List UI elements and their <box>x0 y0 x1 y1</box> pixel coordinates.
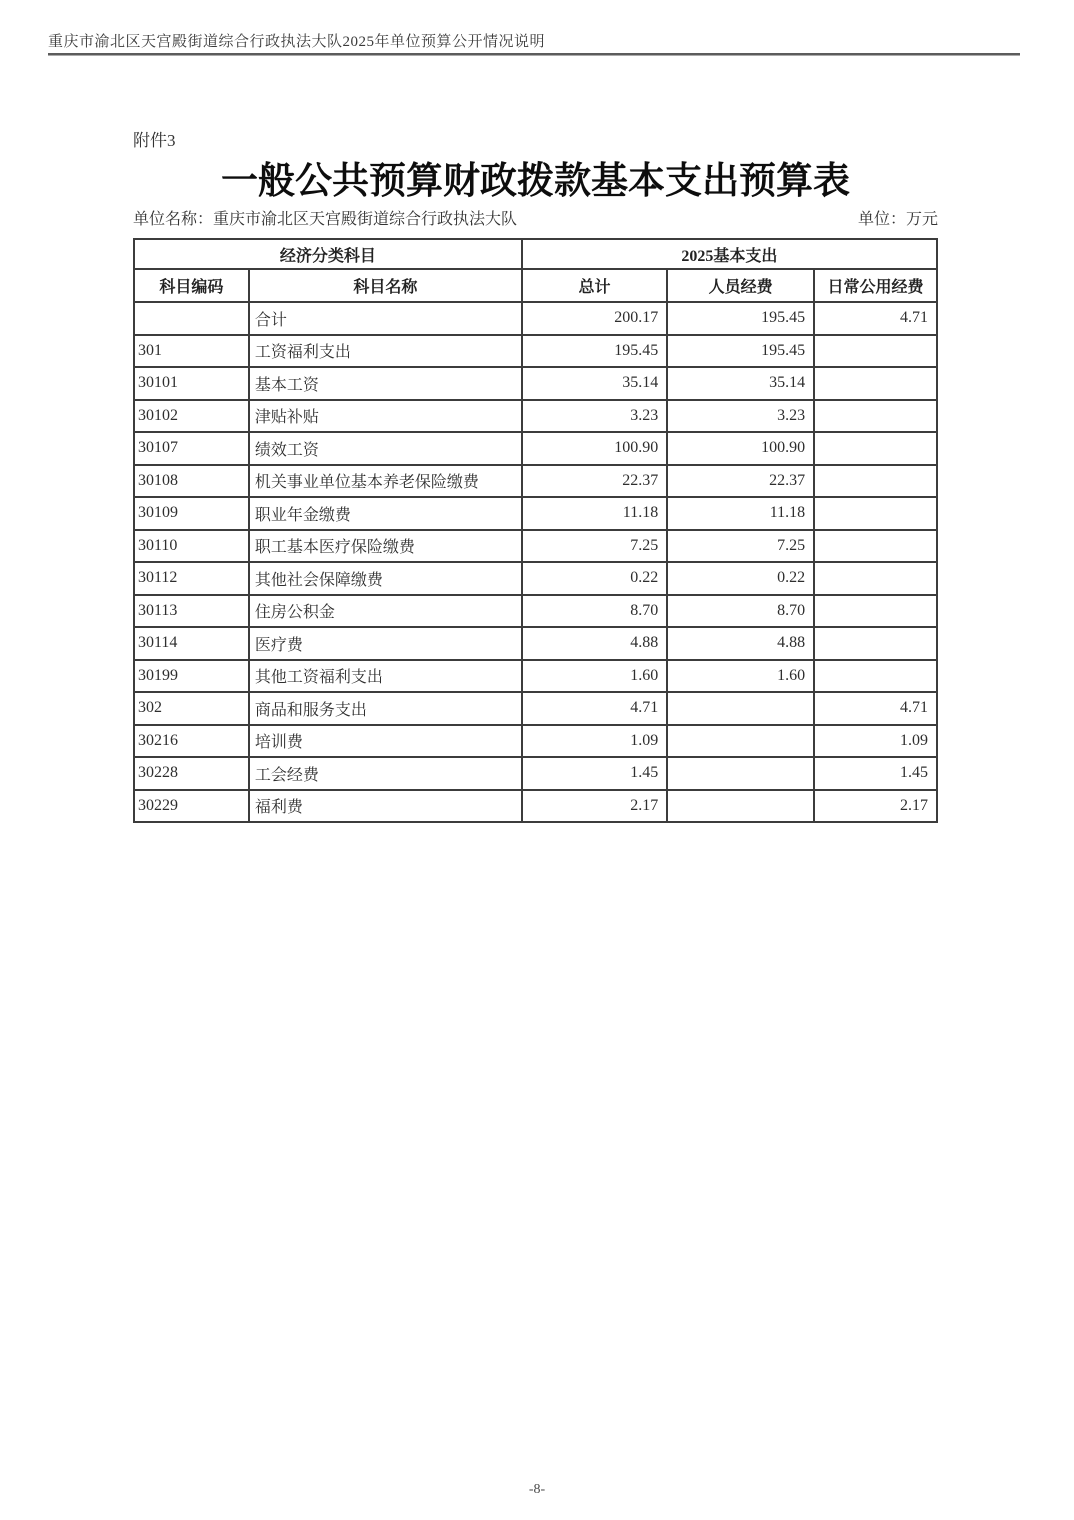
total-cell: 11.18 <box>522 497 667 530</box>
personnel-funds-cell <box>667 725 814 758</box>
subject-code-cell: 30102 <box>134 400 249 433</box>
table-row <box>134 692 937 725</box>
table-header-column-row <box>134 269 937 302</box>
daily-public-funds-cell: 4.71 <box>814 692 937 725</box>
table-row <box>134 335 937 368</box>
subject-name-cell: 工资福利支出 <box>249 335 522 368</box>
total-cell: 100.90 <box>522 432 667 465</box>
subject-name-cell: 绩效工资 <box>249 432 522 465</box>
total-cell: 8.70 <box>522 595 667 628</box>
table-header-group-row <box>134 239 937 269</box>
subject-name-cell: 其他社会保障缴费 <box>249 562 522 595</box>
subject-code-cell: 30110 <box>134 530 249 563</box>
daily-public-funds-cell: 1.45 <box>814 757 937 790</box>
table-row <box>134 432 937 465</box>
total-cell: 4.71 <box>522 692 667 725</box>
total-cell: 200.17 <box>522 302 667 335</box>
total-cell: 3.23 <box>522 400 667 433</box>
subject-code-cell: 30101 <box>134 367 249 400</box>
personnel-funds-cell: 4.88 <box>667 627 814 660</box>
table-row <box>134 497 937 530</box>
subject-code-header: 科目编码 <box>134 269 249 302</box>
subject-name-cell: 机关事业单位基本养老保险缴费 <box>249 465 522 498</box>
personnel-funds-cell: 1.60 <box>667 660 814 693</box>
economic-classification-header: 经济分类科目 <box>134 239 522 269</box>
subject-name-cell: 合计 <box>249 302 522 335</box>
subject-name-cell: 职工基本医疗保险缴费 <box>249 530 522 563</box>
daily-public-funds-cell <box>814 432 937 465</box>
subject-name-cell: 培训费 <box>249 725 522 758</box>
personnel-funds-cell <box>667 757 814 790</box>
total-cell: 0.22 <box>522 562 667 595</box>
subject-code-cell: 301 <box>134 335 249 368</box>
daily-public-funds-cell <box>814 367 937 400</box>
subject-name-cell: 福利费 <box>249 790 522 823</box>
subject-code-cell: 30229 <box>134 790 249 823</box>
personnel-funds-cell <box>667 692 814 725</box>
personnel-funds-cell: 100.90 <box>667 432 814 465</box>
personnel-funds-cell: 8.70 <box>667 595 814 628</box>
subject-name-cell: 住房公积金 <box>249 595 522 628</box>
total-cell: 22.37 <box>522 465 667 498</box>
table-row <box>134 725 937 758</box>
subject-code-cell: 30107 <box>134 432 249 465</box>
table-row <box>134 530 937 563</box>
total-cell: 2.17 <box>522 790 667 823</box>
table-row <box>134 562 937 595</box>
personnel-funds-cell: 7.25 <box>667 530 814 563</box>
personnel-funds-cell: 0.22 <box>667 562 814 595</box>
daily-public-funds-cell <box>814 335 937 368</box>
total-cell: 1.60 <box>522 660 667 693</box>
daily-public-funds-cell <box>814 562 937 595</box>
basic-expenditure-2025-header: 2025基本支出 <box>522 239 937 269</box>
table-row <box>134 400 937 433</box>
subject-name-cell: 基本工资 <box>249 367 522 400</box>
daily-public-funds-cell: 2.17 <box>814 790 937 823</box>
subject-code-cell: 302 <box>134 692 249 725</box>
total-cell: 1.09 <box>522 725 667 758</box>
table-row <box>134 790 937 823</box>
unit-name-label: 单位名称：重庆市渝北区天宫殿街道综合行政执法大队 <box>133 211 518 228</box>
daily-public-funds-cell: 1.09 <box>814 725 937 758</box>
subject-name-cell: 津贴补贴 <box>249 400 522 433</box>
table-row <box>134 627 937 660</box>
total-header: 总计 <box>522 269 667 302</box>
personnel-funds-cell: 11.18 <box>667 497 814 530</box>
unit-of-measure-label: 单位：万元 <box>857 211 938 228</box>
table-row <box>134 660 937 693</box>
total-cell: 1.45 <box>522 757 667 790</box>
personnel-funds-cell: 3.23 <box>667 400 814 433</box>
daily-public-funds-cell <box>814 530 937 563</box>
total-cell: 4.88 <box>522 627 667 660</box>
total-cell: 195.45 <box>522 335 667 368</box>
personnel-funds-cell: 22.37 <box>667 465 814 498</box>
subject-code-cell: 30199 <box>134 660 249 693</box>
personnel-funds-cell: 195.45 <box>667 302 814 335</box>
page-number: -8- <box>528 1482 546 1497</box>
attachment-label: 附件3 <box>133 131 176 150</box>
subject-name-cell: 职业年金缴费 <box>249 497 522 530</box>
daily-public-funds-cell <box>814 660 937 693</box>
unit-info-row <box>133 206 938 229</box>
page-title: 一般公共预算财政拨款基本支出预算表 <box>221 161 850 202</box>
table-row <box>134 595 937 628</box>
daily-public-funds-cell: 4.71 <box>814 302 937 335</box>
personnel-funds-cell: 195.45 <box>667 335 814 368</box>
subject-code-cell: 30114 <box>134 627 249 660</box>
subject-name-cell: 其他工资福利支出 <box>249 660 522 693</box>
subject-name-header: 科目名称 <box>249 269 522 302</box>
personnel-funds-cell <box>667 790 814 823</box>
table-row <box>134 465 937 498</box>
total-cell: 35.14 <box>522 367 667 400</box>
daily-public-funds-cell <box>814 595 937 628</box>
daily-public-funds-cell <box>814 465 937 498</box>
subject-name-cell: 商品和服务支出 <box>249 692 522 725</box>
daily-public-funds-header: 日常公用经费 <box>814 269 937 302</box>
subject-code-cell: 30113 <box>134 595 249 628</box>
subject-code-cell: 30109 <box>134 497 249 530</box>
table-row <box>134 302 937 335</box>
daily-public-funds-cell <box>814 497 937 530</box>
running-head: 重庆市渝北区天宫殿街道综合行政执法大队2025年单位预算公开情况说明 <box>48 34 546 50</box>
subject-name-cell: 医疗费 <box>249 627 522 660</box>
subject-code-cell: 30112 <box>134 562 249 595</box>
table-row <box>134 757 937 790</box>
table-row <box>134 367 937 400</box>
subject-code-cell: 30216 <box>134 725 249 758</box>
header-divider <box>48 53 1020 56</box>
daily-public-funds-cell <box>814 400 937 433</box>
personnel-funds-header: 人员经费 <box>667 269 814 302</box>
subject-code-cell <box>134 302 249 335</box>
total-cell: 7.25 <box>522 530 667 563</box>
subject-code-cell: 30108 <box>134 465 249 498</box>
subject-name-cell: 工会经费 <box>249 757 522 790</box>
subject-code-cell: 30228 <box>134 757 249 790</box>
budget-table <box>133 238 938 823</box>
daily-public-funds-cell <box>814 627 937 660</box>
personnel-funds-cell: 35.14 <box>667 367 814 400</box>
